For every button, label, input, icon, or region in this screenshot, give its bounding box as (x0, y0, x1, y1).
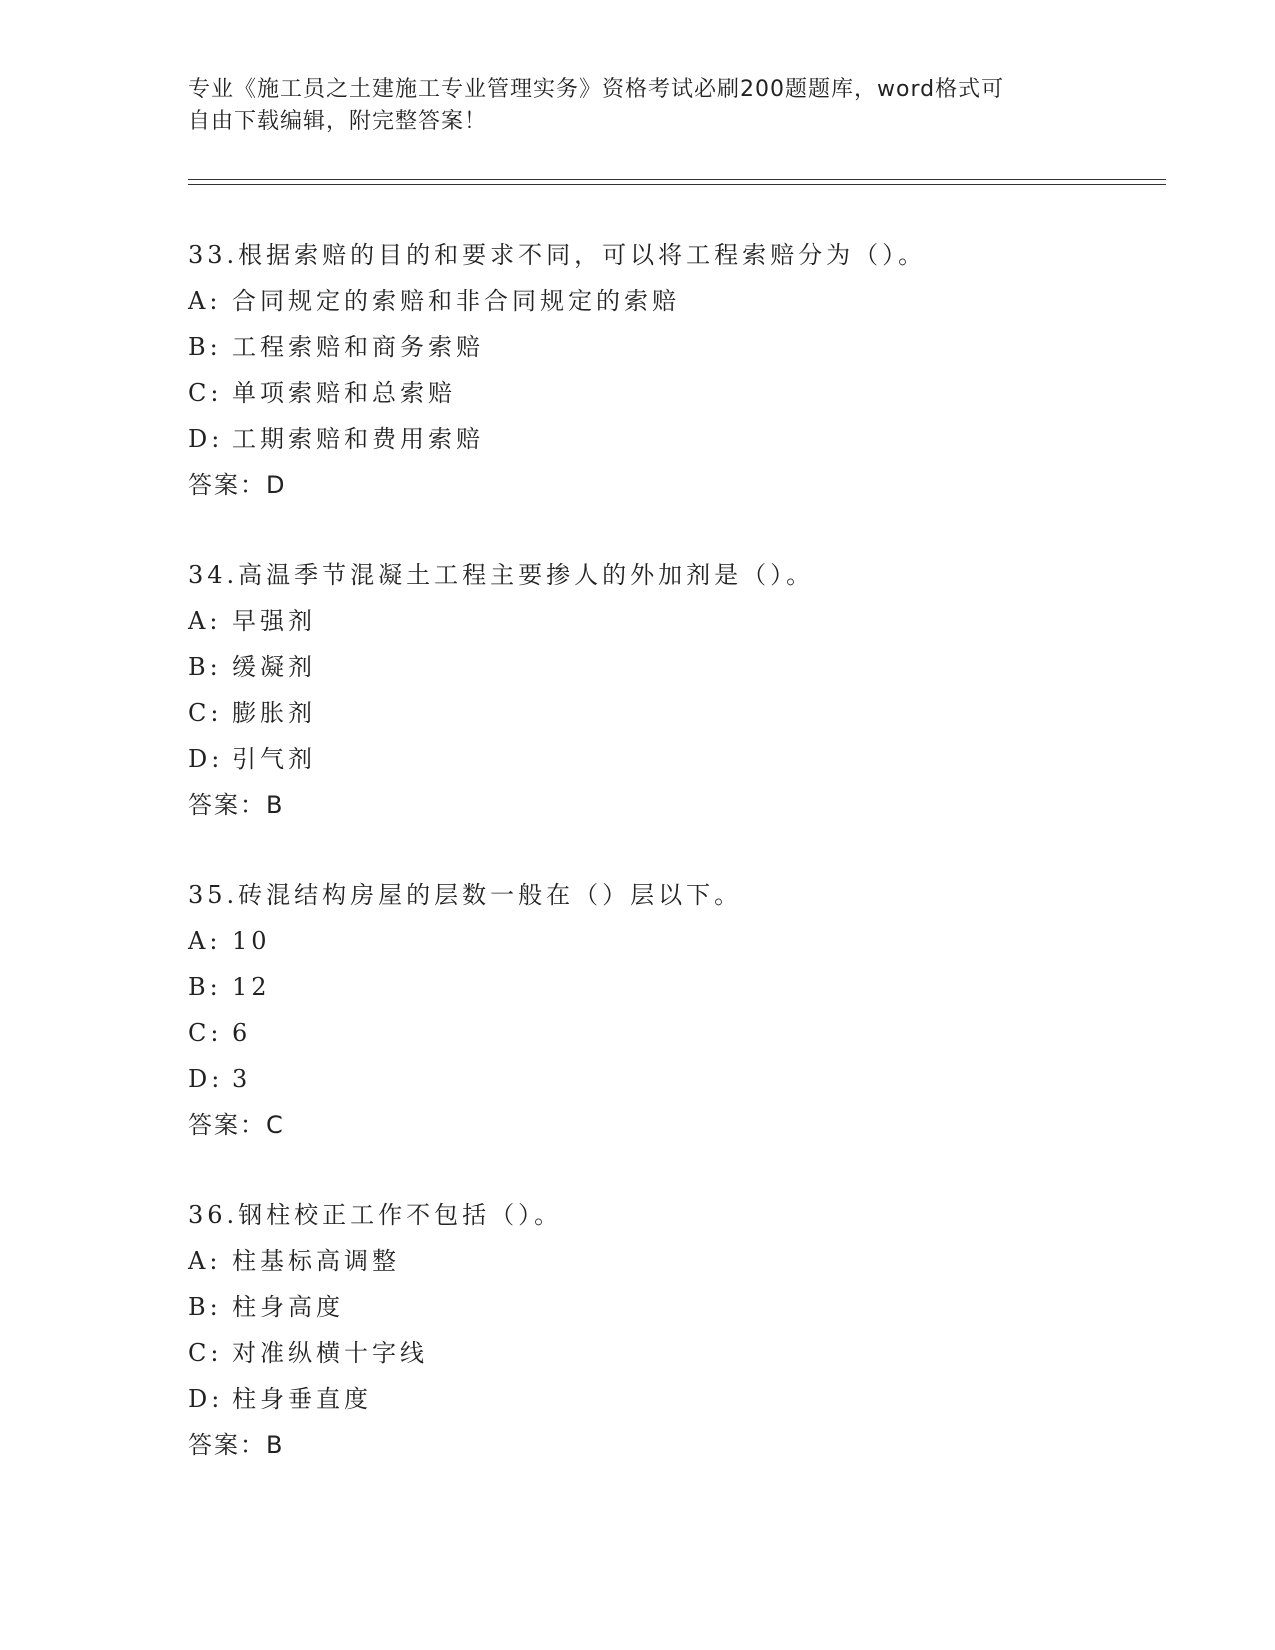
question-33 (188, 232, 1148, 508)
question-list (188, 232, 1148, 1512)
option-text: 缓凝剂 (232, 653, 316, 681)
option-d (188, 416, 1148, 462)
option-letter: C: (188, 379, 223, 407)
option-letter: D: (188, 745, 224, 773)
option-text: 对准纵横十字线 (232, 1339, 428, 1367)
answer-line: 答案：C (188, 1111, 285, 1139)
option-letter: A: (188, 927, 222, 955)
option-text: 膨胀剂 (232, 699, 316, 727)
option-letter: D: (188, 1385, 224, 1413)
option-text: 10 (232, 927, 271, 955)
option-c (188, 690, 1148, 736)
question-stem: 35.砖混结构房屋的层数一般在（）层以下。 (188, 881, 743, 909)
option-d (188, 736, 1148, 782)
option-letter: B: (188, 1293, 222, 1321)
answer-line: 答案：B (188, 791, 285, 819)
option-b (188, 644, 1148, 690)
option-letter: A: (188, 1247, 222, 1275)
option-letter: B: (188, 333, 222, 361)
option-text: 工程索赔和商务索赔 (232, 333, 484, 361)
option-text: 柱身垂直度 (232, 1385, 372, 1413)
option-d (188, 1056, 1148, 1102)
option-text: 合同规定的索赔和非合同规定的索赔 (232, 287, 680, 315)
option-a (188, 918, 1148, 964)
option-letter: B: (188, 973, 222, 1001)
option-text: 6 (232, 1019, 252, 1047)
question-stem: 36.钢柱校正工作不包括（）。 (188, 1201, 563, 1229)
question-36 (188, 1192, 1148, 1468)
question-34 (188, 552, 1148, 828)
header-title-line-1: 专业《施工员之土建施工专业管理实务》资格考试必刷200题题库，word格式可 (188, 77, 1005, 102)
option-letter: C: (188, 699, 223, 727)
document-header (188, 74, 1068, 138)
option-a (188, 598, 1148, 644)
option-b (188, 1284, 1148, 1330)
answer-line: 答案：B (188, 1431, 285, 1459)
option-a (188, 1238, 1148, 1284)
answer-line: 答案：D (188, 471, 287, 499)
header-divider-bottom (188, 184, 1166, 185)
question-stem: 33.根据索赔的目的和要求不同，可以将工程索赔分为（）。 (188, 241, 927, 269)
header-divider-top (188, 179, 1166, 180)
option-text: 单项索赔和总索赔 (232, 379, 456, 407)
option-letter: D: (188, 1065, 224, 1093)
option-letter: B: (188, 653, 222, 681)
option-letter: D: (188, 425, 224, 453)
option-text: 柱身高度 (232, 1293, 344, 1321)
option-d (188, 1376, 1148, 1422)
question-stem: 34.高温季节混凝土工程主要掺人的外加剂是（）。 (188, 561, 815, 589)
option-c (188, 370, 1148, 416)
option-letter: C: (188, 1019, 223, 1047)
option-text: 3 (232, 1065, 252, 1093)
option-b (188, 964, 1148, 1010)
header-title-line-2: 自由下载编辑，附完整答案！ (188, 109, 488, 134)
option-text: 工期索赔和费用索赔 (232, 425, 484, 453)
question-35 (188, 872, 1148, 1148)
option-letter: A: (188, 607, 222, 635)
option-c (188, 1010, 1148, 1056)
option-text: 早强剂 (232, 607, 316, 635)
option-text: 柱基标高调整 (232, 1247, 400, 1275)
option-text: 引气剂 (232, 745, 316, 773)
option-letter: C: (188, 1339, 223, 1367)
option-c (188, 1330, 1148, 1376)
option-b (188, 324, 1148, 370)
option-letter: A: (188, 287, 222, 315)
option-a (188, 278, 1148, 324)
option-text: 12 (232, 973, 271, 1001)
